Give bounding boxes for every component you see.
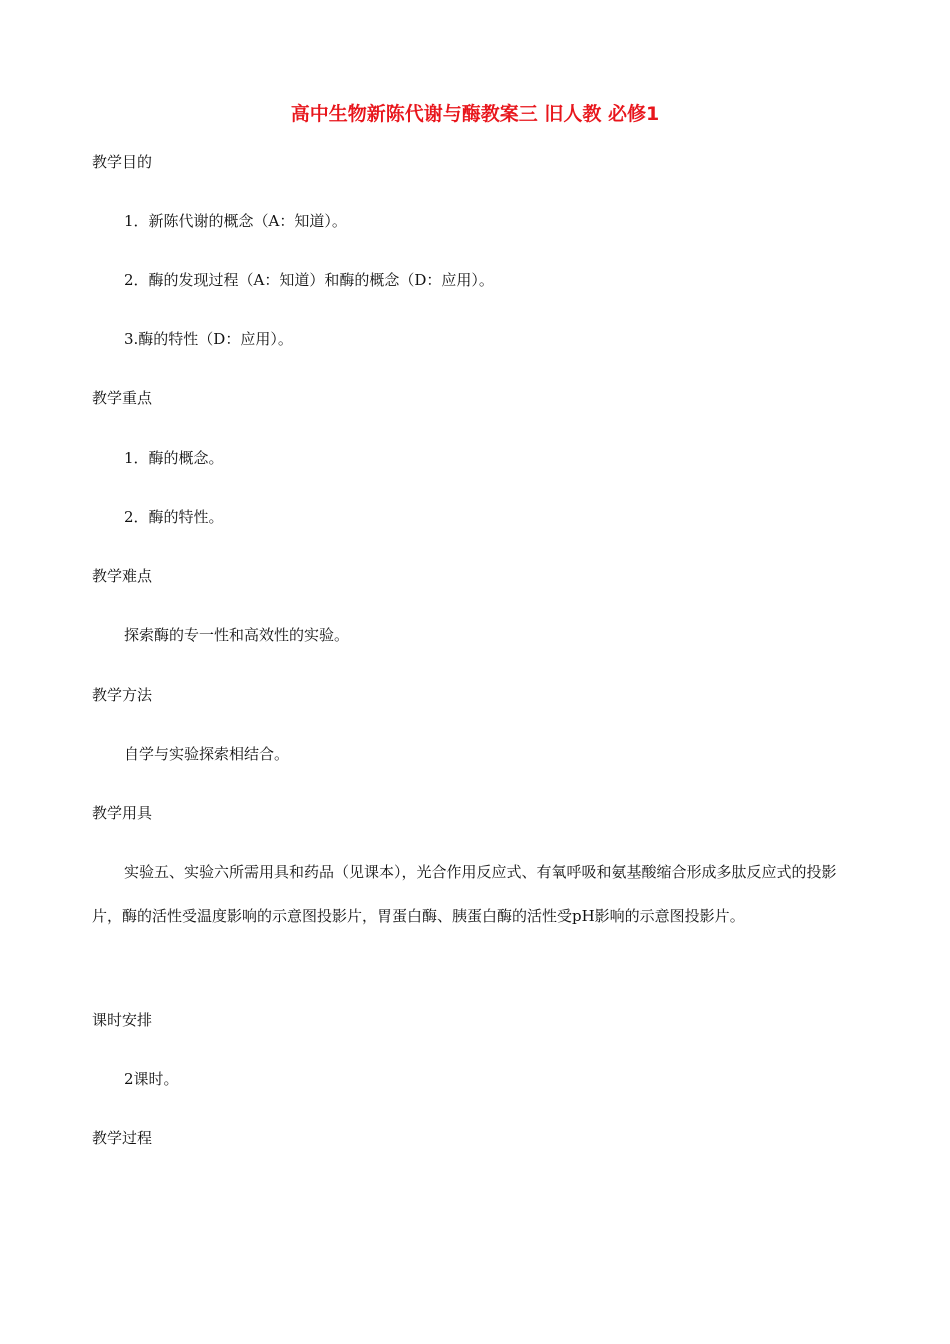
section-heading-difficulties: 教学难点	[92, 567, 153, 585]
objective-item: 1．新陈代谢的概念（A：知道）。	[124, 212, 347, 230]
methods-text: 自学与实验探索相结合。	[124, 745, 290, 763]
section-heading-key-points: 教学重点	[92, 389, 153, 407]
document-title: 高中生物新陈代谢与酶教案三 旧人教 必修1	[290, 103, 660, 125]
materials-text: 实验五、实验六所需用具和药品（见课本），光合作用反应式、有氧呼吸和氨基酸缩合形成多肽反应式的投影片，酶的活性受温度影响的示意图投影片，胃蛋白酶、胰蛋白酶的活性受pH影响的示意图投影片。	[92, 863, 837, 925]
objective-item: 3.酶的特性（D：应用）。	[124, 330, 293, 348]
section-heading-process: 教学过程	[92, 1129, 153, 1147]
section-heading-methods: 教学方法	[92, 686, 153, 704]
section-heading-schedule: 课时安排	[92, 1011, 153, 1029]
key-point-item: 1．酶的概念。	[124, 449, 224, 467]
objective-item: 2．酶的发现过程（A：知道）和酶的概念（D：应用）。	[124, 271, 494, 289]
key-point-item: 2．酶的特性。	[124, 508, 224, 526]
section-heading-objectives: 教学目的	[92, 153, 153, 171]
schedule-text: 2课时。	[124, 1070, 179, 1088]
section-heading-materials: 教学用具	[92, 804, 153, 822]
difficulties-text: 探索酶的专一性和高效性的实验。	[124, 626, 350, 644]
